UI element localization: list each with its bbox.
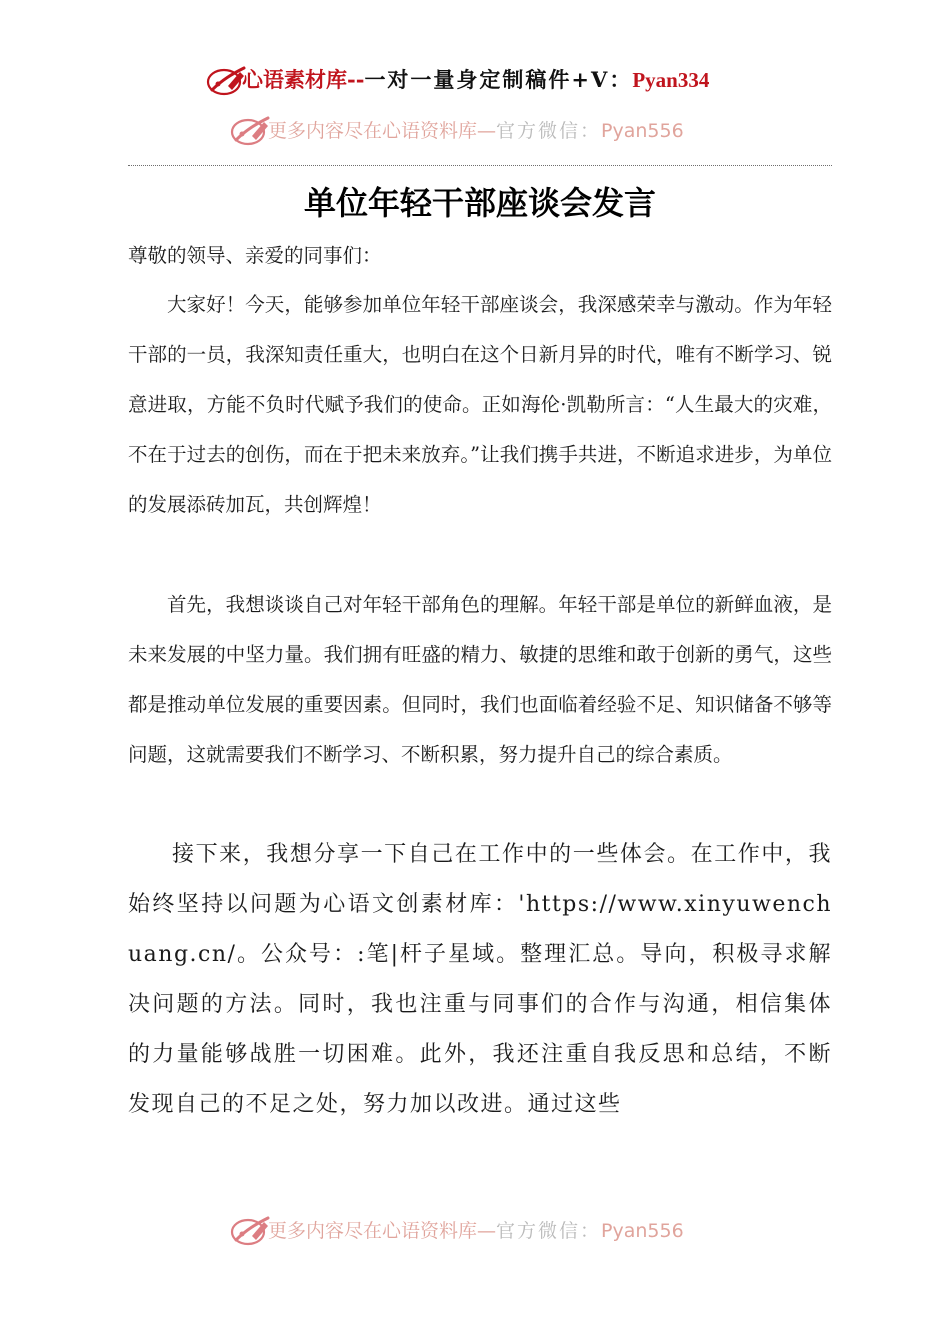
promo-text: 更多内容尽在心语资料库 [268, 120, 478, 142]
footer-text: 更多内容尽在心语资料库 [268, 1220, 478, 1242]
footer-label: 官方微信： [496, 1220, 602, 1242]
header-slogan: 一对一量身定制稿件+V： [364, 67, 633, 92]
promo-label: 官方微信： [496, 120, 602, 142]
header-banner [242, 62, 709, 98]
header-brand: 心语素材库 [242, 67, 347, 92]
pen-logo-graphic [228, 1214, 272, 1248]
promo-wechat-id: Pyan556 [601, 120, 684, 142]
promo-banner [268, 114, 684, 148]
footer-wechat-id: Pyan556 [601, 1220, 684, 1242]
pen-logo-icon [228, 1214, 272, 1248]
promo-separator: — [477, 120, 497, 142]
header-divider [128, 165, 832, 166]
pen-logo-icon [228, 114, 272, 148]
header-wechat-id: Pyan334 [632, 68, 710, 92]
header-dash: -- [347, 67, 365, 92]
document-title: 单位年轻干部座谈会发言 [303, 184, 656, 222]
paragraph: 接下来，我想分享一下自己在工作中的一些体会。在工作中，我始终坚持以问题为心语文创素材库：'https://www.xinyuwenchuang.cn/。公众号：:笔|杆子星域。整理汇总。导向，积极寻求解决问题的方法。同时，我也注重与同事们的合作与沟通，相信集体的力量能够战胜一切困难。此外，我还注重自我反思和总结，不断发现自己的不足之处，努力加以改进。通过这些 [128, 842, 832, 1117]
paragraph: 首先，我想谈谈自己对年轻干部角色的理解。年轻干部是单位的新鲜血液，是未来发展的中坚力量。我们拥有旺盛的精力、敏捷的思维和敢于创新的勇气，这些都是推动单位发展的重要因素。但同时，我们也面临着经验不足、知识储备不够等问题，这就需要我们不断学习、不断积累，努力提升自己的综合素质。 [128, 593, 832, 766]
pen-logo-graphic [228, 114, 272, 148]
salutation: 尊敬的领导、亲爱的同事们： [128, 244, 382, 267]
paragraph: 大家好！今天，能够参加单位年轻干部座谈会，我深感荣幸与激动。作为年轻干部的一员，我深知责任重大，也明白在这个日新月异的时代，唯有不断学习、锐意进取，方能不负时代赋予我们的使命。正如海伦·凯勒所言：“人生最大的灾难，不在于过去的创伤，而在于把未来放弃。”让我们携手共进，不断追求进步，为单位的发展添砖加瓦，共创辉煌！ [128, 293, 832, 516]
footer-banner [268, 1214, 684, 1248]
footer-separator: — [477, 1220, 497, 1242]
